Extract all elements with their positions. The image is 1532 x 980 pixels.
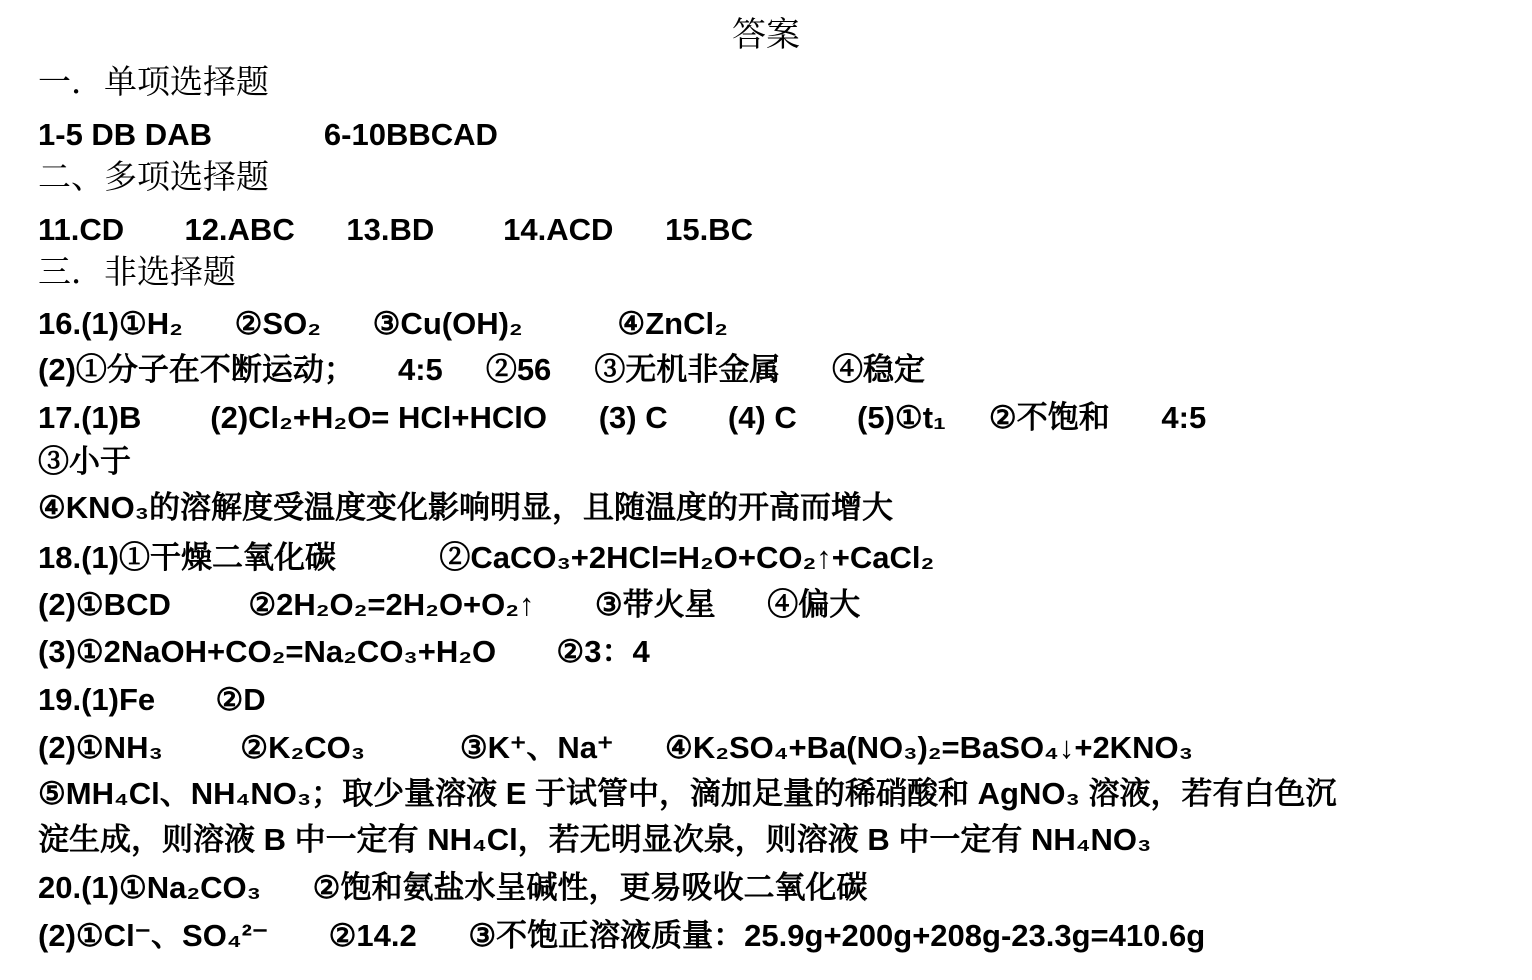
answer-line-19-2: (2)①NH₃ ②K₂CO₃ ③K⁺、Na⁺ ④K₂SO₄+Ba(NO₃)₂=BaSO₄↓+2KNO₃ [38,730,1193,765]
answer-line-18-2: (2)①BCD ②2H₂O₂=2H₂O+O₂↑ ③带火星 ④偏大 [38,587,861,622]
answer-line-16-1: 16.(1)①H₂ ②SO₂ ③Cu(OH)₂ ④ZnCl₂ [38,306,728,341]
answer-line-20-2: (2)①Cl⁻、SO₄²⁻ ②14.2 ③不饱正溶液质量：25.9g+200g+208g-23.3g=410.6g [38,918,1206,953]
answer-line-11-15: 11.CD 12.ABC 13.BD 14.ACD 15.BC [38,212,753,247]
answer-line-17-4: ④KNO₃的溶解度受温度变化影响明显，且随温度的开高而增大 [38,490,894,525]
answer-line-18-3: (3)①2NaOH+CO₂=Na₂CO₃+H₂O ②3：4 [38,634,650,669]
answer-line-19-5-continued: 淀生成，则溶液 B 中一定有 NH₄Cl，若无明显次泉，则溶液 B 中一定有 NH₄NO₃ [38,822,1152,857]
answer-line-19-1: 19.(1)Fe ②D [38,682,266,717]
section-heading-multiple-choice: 二、多项选择题 [38,157,269,196]
section-heading-non-choice: 三．非选择题 [38,252,236,291]
answer-line-16-2: (2)①分子在不断运动； 4:5 ②56 ③无机非金属 ④稳定 [38,352,926,387]
answer-line-18-1: 18.(1)①干燥二氧化碳 ②CaCO₃+2HCl=H₂O+CO₂↑+CaCl₂ [38,540,935,575]
section-heading-single-choice: 一．单项选择题 [38,62,269,101]
answer-line-19-5: ⑤MH₄Cl、NH₄NO₃；取少量溶液 E 于试管中，滴加足量的稀硝酸和 AgNO₃ 溶液，若有白色沉 [38,776,1337,811]
answer-line-17-1: 17.(1)B (2)Cl₂+H₂O= HCl+HClO (3) C (4) C (5)①t₁ ②不饱和 4:5 [38,400,1207,435]
answer-line-1-10: 1-5 DB DAB 6-10BBCAD [38,117,498,152]
answer-line-20-1: 20.(1)①Na₂CO₃ ②饱和氨盐水呈碱性，更易吸收二氧化碳 [38,870,868,905]
answer-line-17-3: ③小于 [38,444,131,479]
page-title: 答案 [732,15,800,55]
